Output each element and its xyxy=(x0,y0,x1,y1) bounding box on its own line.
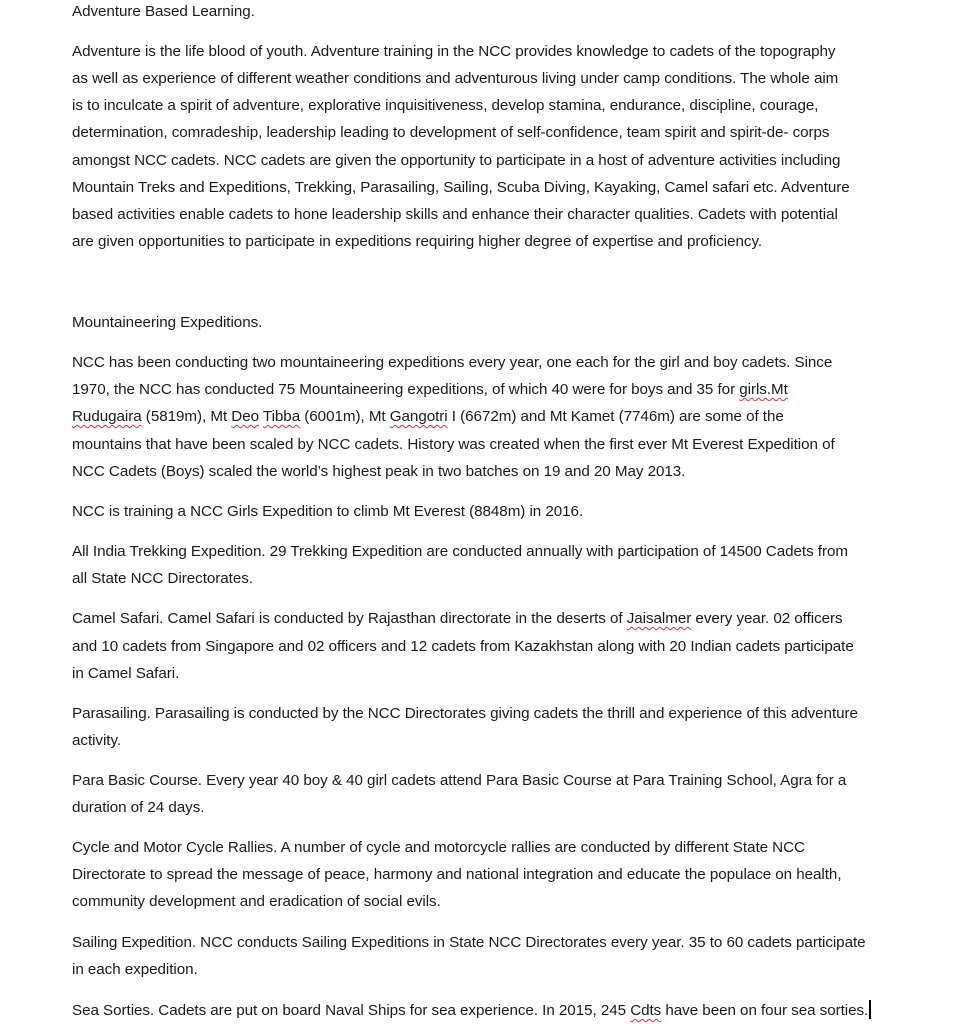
text-line xyxy=(72,407,784,427)
text-segment: (5819m), Mt xyxy=(141,408,232,425)
text-line: based activities enable cadets to hone leadership skills and enhance their character qualities. Cadets with potential xyxy=(72,206,838,223)
spellcheck-word[interactable]: Cdts xyxy=(630,1002,662,1019)
text-line xyxy=(72,609,843,629)
spellcheck-word[interactable]: Gangotri xyxy=(389,408,448,425)
text-line xyxy=(72,380,788,400)
text-segment: 1970, the NCC has conducted 75 Mountaineering expeditions, of which 40 were for boys and 35 for xyxy=(72,381,740,398)
text-segment: Camel Safari. Camel Safari is conducted by Rajasthan directorate in the deserts of xyxy=(72,610,627,627)
text-line: duration of 24 days. xyxy=(72,799,205,816)
paragraph-sea-sorties xyxy=(72,1000,871,1020)
text-line: in Camel Safari. xyxy=(72,665,180,682)
text-line: and 10 cadets from Singapore and 02 officers and 12 cadets from Kazakhstan along with 20 Indian cadets participate xyxy=(72,638,854,655)
text-line: NCC has been conducting two mountaineering expeditions every year, one each for the girl and boy cadets. Since xyxy=(72,354,833,371)
text-line: is to inculcate a spirit of adventure, explorative inquisitiveness, develop stamina, endurance, discipline, courage, xyxy=(72,97,819,114)
text-line: Para Basic Course. Every year 40 boy & 40 girl cadets attend Para Basic Course at Para Training School, Agra for a xyxy=(72,772,847,789)
text-segment: (6001m), Mt xyxy=(300,408,390,425)
spellcheck-word[interactable]: Rudugaira xyxy=(72,408,142,425)
paragraph-girls-everest: NCC is training a NCC Girls Expedition to climb Mt Everest (8848m) in 2016. xyxy=(72,503,584,520)
text-line: amongst NCC cadets. NCC cadets are given the opportunity to participate in a host of adventure activities including xyxy=(72,152,841,169)
section-heading-adventure: Adventure Based Learning. xyxy=(72,3,255,20)
text-segment: I (6672m) and Mt Kamet (7746m) are some of the xyxy=(447,408,784,425)
text-line: all State NCC Directorates. xyxy=(72,570,253,587)
text-segment: have been on four sea sorties. xyxy=(661,1002,869,1019)
spellcheck-word[interactable]: Jaisalmer xyxy=(626,610,692,627)
text-line: Cycle and Motor Cycle Rallies. A number of cycle and motorcycle rallies are conducted by different State NCC xyxy=(72,839,805,856)
text-line: as well as experience of different weather conditions and adventurous living under camp conditions. The whole aim xyxy=(72,70,839,87)
text-line: mountains that have been scaled by NCC cadets. History was created when the first ever Mt Everest Expedition of xyxy=(72,436,835,453)
text-segment: every year. 02 officers xyxy=(691,610,843,627)
spellcheck-word[interactable]: girls.Mt xyxy=(739,381,788,398)
text-line: are given opportunities to participate in expeditions requiring higher degree of expertise and proficiency. xyxy=(72,233,763,250)
text-line: Directorate to spread the message of peace, harmony and national integration and educate the populace on health, xyxy=(72,866,842,883)
text-line: Adventure is the life blood of youth. Adventure training in the NCC provides knowledge to cadets of the topography xyxy=(72,43,836,60)
section-heading-mountaineering: Mountaineering Expeditions. xyxy=(72,314,263,331)
text-line: Sailing Expedition. NCC conducts Sailing Expeditions in State NCC Directorates every year. 35 to 60 cadets participate xyxy=(72,934,866,951)
text-line: activity. xyxy=(72,732,122,749)
text-line: NCC Cadets (Boys) scaled the world’s highest peak in two batches on 19 and 20 May 2013. xyxy=(72,463,686,480)
text-line: community development and eradication of social evils. xyxy=(72,893,441,910)
text-line: Parasailing. Parasailing is conducted by the NCC Directorates giving cadets the thrill and experience of this adventure xyxy=(72,705,858,722)
text-line: determination, comradeship, leadership leading to development of self-confidence, team spirit and spirit-de- corps xyxy=(72,124,830,141)
text-cursor xyxy=(869,1000,871,1019)
text-line: All India Trekking Expedition. 29 Trekking Expedition are conducted annually with participation of 14500 Cadets from xyxy=(72,543,848,560)
spellcheck-word[interactable]: Deo xyxy=(231,408,260,425)
text-line: Mountain Treks and Expeditions, Trekking, Parasailing, Sailing, Scuba Diving, Kayaking, Camel safari etc. Adventure xyxy=(72,179,850,196)
text-segment: Sea Sorties. Cadets are put on board Naval Ships for sea experience. In 2015, 245 xyxy=(72,1002,631,1019)
spellcheck-word[interactable]: Tibba xyxy=(262,408,301,425)
text-line: in each expedition. xyxy=(72,961,198,978)
